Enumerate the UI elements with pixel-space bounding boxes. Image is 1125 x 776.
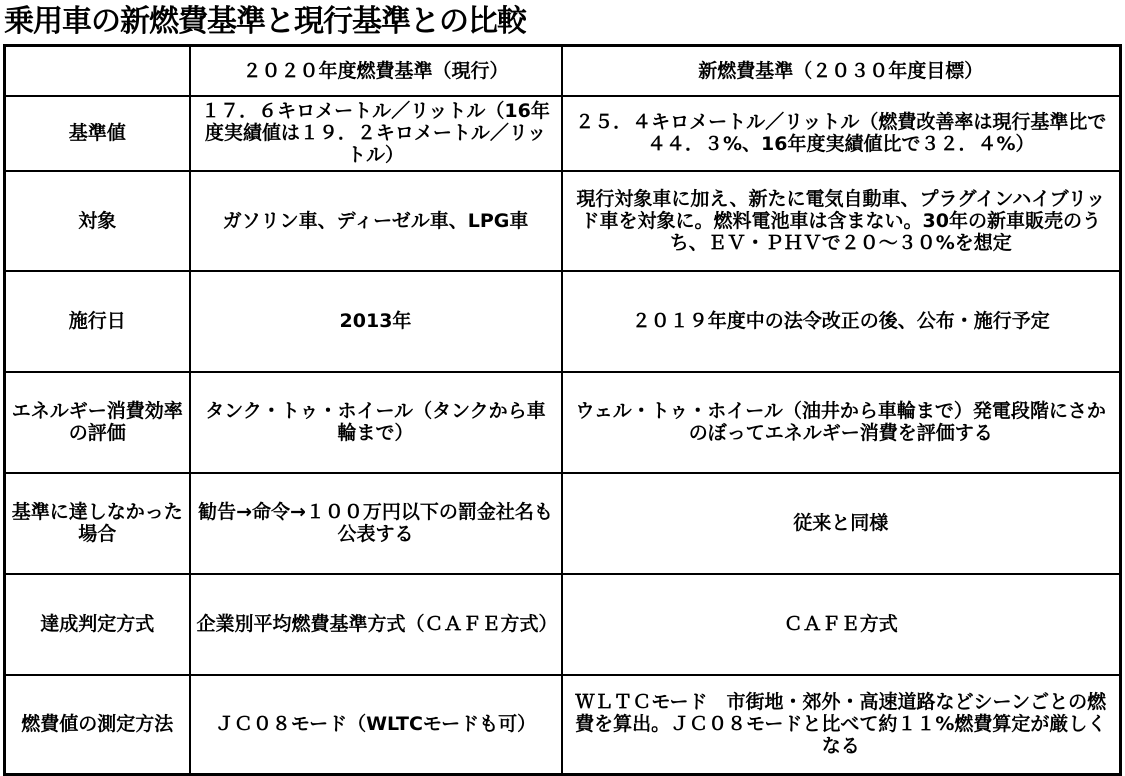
table-row — [5, 473, 1121, 574]
header-cell-new-standard: 新燃費基準（２０３０年度目標） — [562, 46, 1121, 96]
row-label: 達成判定方式 — [5, 574, 190, 675]
comparison-table — [3, 44, 1122, 776]
new-standard-cell: ＣＡＦＥ方式 — [562, 574, 1121, 675]
table-row — [5, 372, 1121, 473]
current-standard-cell: ＪＣ０８モード（WLTCモードも可） — [190, 675, 562, 775]
page-title: 乗用車の新燃費基準と現行基準との比較 — [4, 4, 526, 39]
new-standard-cell: ＷＬＴＣモード 市街地・郊外・高速道路などシーンごとの燃費を算出。ＪＣ０８モードと比べて約１１%燃費算定が厳しくなる — [562, 675, 1121, 775]
header-cell-blank — [5, 46, 190, 96]
row-label: 施行日 — [5, 271, 190, 372]
row-label: 基準に達しなかった場合 — [5, 473, 190, 574]
new-standard-cell: 従来と同様 — [562, 473, 1121, 574]
table-row — [5, 675, 1121, 775]
current-standard-cell: １７．６キロメートル／リットル（16年度実績値は１９．２キロメートル／リットル） — [190, 96, 562, 171]
row-label: エネルギー消費効率の評価 — [5, 372, 190, 473]
header-cell-current-standard: ２０２０年度燃費基準（現行） — [190, 46, 562, 96]
table-row — [5, 574, 1121, 675]
row-label: 対象 — [5, 171, 190, 271]
row-label: 基準値 — [5, 96, 190, 171]
table-row — [5, 96, 1121, 171]
new-standard-cell: 現行対象車に加え、新たに電気自動車、プラグインハイブリッド車を対象に。燃料電池車は含まない。30年の新車販売のうち、ＥＶ・ＰＨＶで２０～３０%を想定 — [562, 171, 1121, 271]
current-standard-cell: タンク・トゥ・ホイール（タンクから車輪まで） — [190, 372, 562, 473]
table-row — [5, 171, 1121, 271]
new-standard-cell: ２５．４キロメートル／リットル（燃費改善率は現行基準比で４４．３%、16年度実績値比で３２．４%） — [562, 96, 1121, 171]
current-standard-cell: ガソリン車、ディーゼル車、LPG車 — [190, 171, 562, 271]
current-standard-cell: 2013年 — [190, 271, 562, 372]
row-label: 燃費値の測定方法 — [5, 675, 190, 775]
table-row — [5, 271, 1121, 372]
table-header-row — [5, 46, 1121, 96]
new-standard-cell: ２０１９年度中の法令改正の後、公布・施行予定 — [562, 271, 1121, 372]
current-standard-cell: 勧告→命令→１００万円以下の罰金社名も公表する — [190, 473, 562, 574]
current-standard-cell: 企業別平均燃費基準方式（ＣＡＦＥ方式） — [190, 574, 562, 675]
new-standard-cell: ウェル・トゥ・ホイール（油井から車輪まで）発電段階にさかのぼってエネルギー消費を評価する — [562, 372, 1121, 473]
